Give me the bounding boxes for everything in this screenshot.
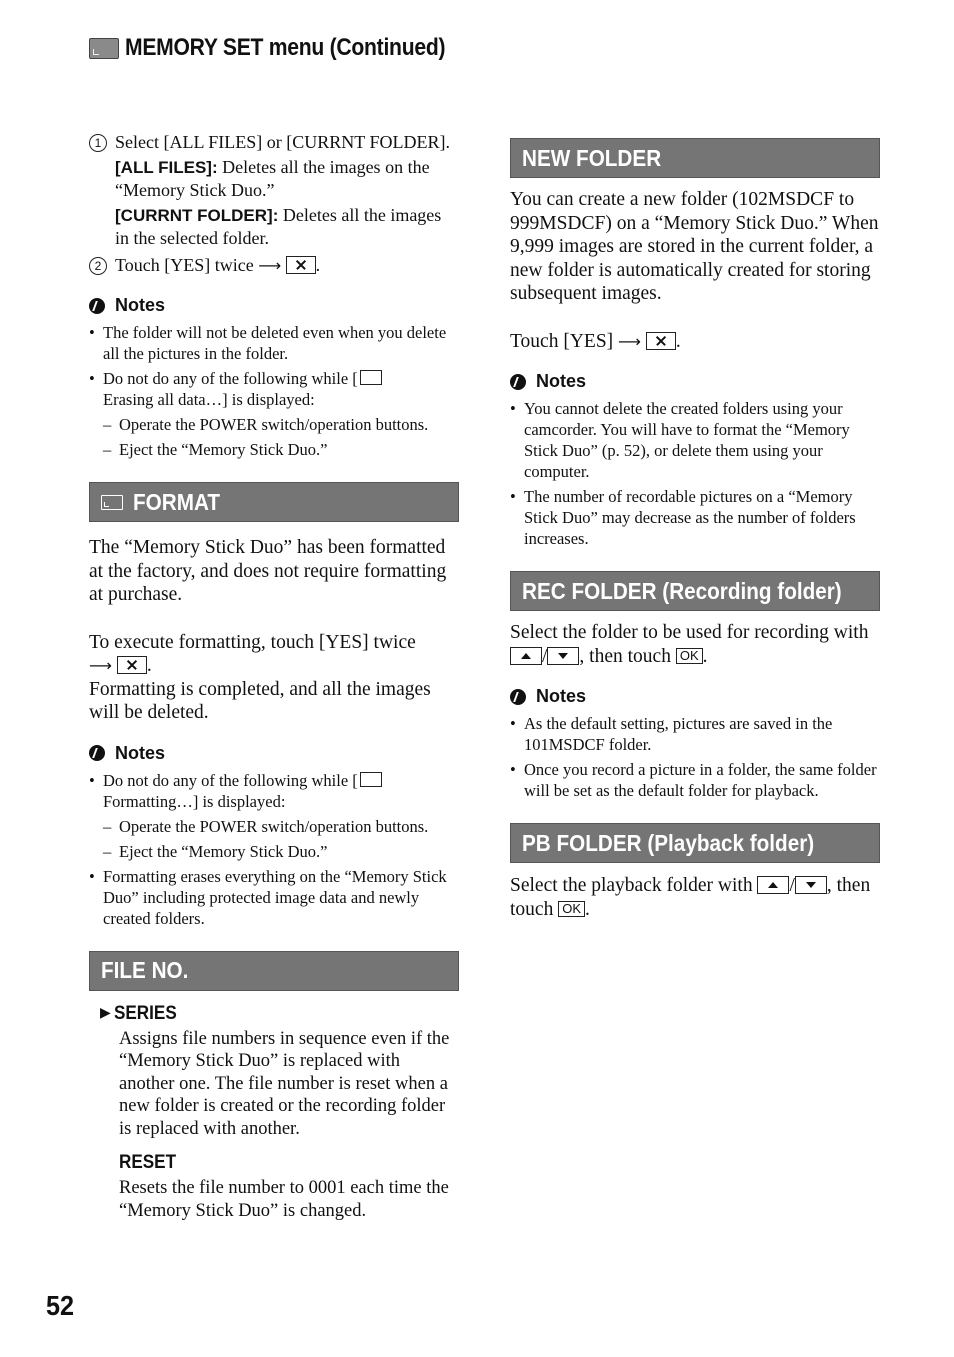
- note-item: [89, 770, 459, 812]
- note-item: • The folder will not be deleted even when you delete all the pictures in the folder.: [89, 322, 459, 364]
- note-subitem: – Operate the POWER switch/operation buttons.: [89, 414, 459, 435]
- step-label: Touch [YES] twice: [115, 255, 254, 275]
- definition-term: [CURRNT FOLDER]:: [115, 206, 279, 225]
- note-item: [89, 368, 459, 410]
- default-marker-icon: ▶: [100, 1006, 111, 1021]
- up-arrow-icon: [510, 647, 542, 665]
- step-2: [89, 254, 459, 277]
- paragraph-text: Select the playback folder with: [510, 875, 753, 896]
- step-text: Select [ALL FILES] or [CURRNT FOLDER].: [115, 132, 450, 152]
- paragraph-text: , then touch: [510, 875, 871, 920]
- notes-title: Notes: [115, 742, 166, 763]
- notes-title: Notes: [115, 295, 166, 315]
- notes-heading: [89, 743, 459, 764]
- notes-list: [89, 770, 459, 929]
- section-bar-format: [89, 482, 459, 522]
- note-item: • Once you record a picture in a folder, the same folder will be set as the default folder for playback.: [510, 759, 880, 801]
- step-1: [89, 131, 459, 154]
- section-title: FORMAT: [133, 488, 221, 515]
- arrow-right-icon: ⟶: [258, 256, 282, 275]
- option-reset-heading: RESET: [119, 1152, 177, 1173]
- notes-icon: [510, 689, 526, 705]
- section-bar-new-folder: [510, 138, 880, 178]
- note-text: Erasing all data…] is displayed:: [103, 390, 315, 409]
- rec-folder-paragraph: Select the folder to be used for recording with / , then touch OK .: [510, 622, 869, 667]
- new-folder-paragraph: You can create a new folder (102MSDCF to 999MSDCF) on a “Memory Stick Duo.” When 9,999 images are stored in the current folder, a new folder is automatically created for storing subsequent images.: [510, 189, 879, 304]
- section-bar-rec-folder: [510, 571, 880, 611]
- note-subitem: – Operate the POWER switch/operation buttons.: [89, 816, 459, 837]
- notes-heading: [510, 371, 880, 392]
- close-x-icon: [646, 332, 676, 350]
- notes-list: [510, 713, 880, 801]
- definition-currnt-folder: [115, 204, 459, 250]
- section-bar-file-no: [89, 951, 459, 991]
- definition-term: [ALL FILES]:: [115, 158, 218, 177]
- notes-icon: [89, 745, 105, 761]
- instruction-text: Touch [YES]: [510, 330, 614, 352]
- result-text: Formatting is completed, and all the images will be deleted.: [89, 678, 431, 723]
- section-title: PB FOLDER (Playback folder): [522, 829, 815, 856]
- format-instruction: To execute formatting, touch [YES] twice ⟶ . Formatting is completed, and all the images will be deleted.: [89, 631, 431, 723]
- close-x-icon: [117, 656, 147, 674]
- down-arrow-icon: [547, 647, 579, 665]
- section-title: FILE NO.: [101, 957, 189, 983]
- memory-card-icon: [89, 38, 119, 59]
- note-text: Formatting…] is displayed:: [103, 791, 286, 811]
- definition-all-files: [115, 156, 459, 202]
- notes-heading: [510, 686, 880, 707]
- note-text: Do not do any of the following while [: [103, 770, 358, 790]
- ok-icon: OK: [558, 901, 585, 917]
- new-folder-instruction: Touch [YES] ⟶ .: [510, 330, 681, 352]
- arrow-right-icon: ⟶: [89, 656, 112, 675]
- ok-icon: OK: [676, 648, 703, 664]
- pb-folder-paragraph: Select the playback folder with / , then touch OK .: [510, 875, 871, 920]
- notes-title: Notes: [536, 371, 587, 391]
- step-number: 1: [89, 134, 107, 152]
- step-number: 2: [89, 257, 107, 275]
- left-column: [89, 131, 459, 1222]
- memory-card-icon: [360, 370, 382, 385]
- option-series-body: Assigns file numbers in sequence even if the “Memory Stick Duo” is replaced with another one. The file number is reset when a new folder is created or the recording folder is replaced with another.: [119, 1028, 450, 1139]
- option-reset-body: Resets the file number to 0001 each time the “Memory Stick Duo” is changed.: [119, 1178, 449, 1221]
- notes-list: [510, 398, 880, 549]
- format-paragraph: The “Memory Stick Duo” has been formatted at the factory, and does not require formatting at purchase.: [89, 537, 447, 605]
- notes-list: [89, 322, 459, 460]
- notes-icon: [89, 298, 105, 314]
- paragraph-text: Select the folder to be used for recording with: [510, 622, 869, 643]
- down-arrow-icon: [795, 876, 827, 894]
- page-number: 52: [46, 1290, 75, 1321]
- note-subitem: – Eject the “Memory Stick Duo.”: [89, 439, 459, 460]
- notes-title: Notes: [536, 686, 587, 706]
- page-title: MEMORY SET menu (Continued): [125, 34, 446, 61]
- arrow-right-icon: ⟶: [618, 331, 641, 351]
- notes-heading: [89, 295, 459, 316]
- section-title: REC FOLDER (Recording folder): [522, 577, 842, 604]
- note-item: • You cannot delete the created folders using your camcorder. You will have to format the “Memory Stick Duo” (p. 52), or delete them using your computer.: [510, 398, 880, 482]
- notes-icon: [510, 374, 526, 390]
- note-item: • As the default setting, pictures are saved in the 101MSDCF folder.: [510, 713, 880, 755]
- memory-card-icon: [101, 495, 123, 510]
- note-item: • Formatting erases everything on the “Memory Stick Duo” including protected image data and newly created folders.: [89, 866, 459, 929]
- instruction-text: To execute formatting, touch [YES] twice: [89, 631, 416, 653]
- note-subitem: – Eject the “Memory Stick Duo.”: [89, 841, 459, 862]
- paragraph-text: , then touch: [579, 645, 671, 667]
- option-title: SERIES: [113, 1002, 177, 1024]
- up-arrow-icon: [757, 876, 789, 894]
- section-title: NEW FOLDER: [522, 144, 662, 171]
- note-item: • The number of recordable pictures on a “Memory Stick Duo” may decrease as the number of folders increases.: [510, 486, 880, 549]
- close-x-icon: [286, 256, 316, 274]
- right-column: [510, 138, 880, 921]
- step-text: Touch [YES] twice ⟶ .: [115, 255, 321, 275]
- section-bar-pb-folder: [510, 823, 880, 863]
- note-text: Do not do any of the following while [: [103, 369, 358, 388]
- definition-desc: Deletes all the images in the selected folder.: [115, 205, 442, 248]
- page-header: [89, 34, 489, 62]
- definition-desc: Deletes all the images on the “Memory Stick Duo.”: [115, 157, 430, 200]
- option-series-heading: [100, 1003, 459, 1025]
- memory-card-icon: [360, 772, 382, 787]
